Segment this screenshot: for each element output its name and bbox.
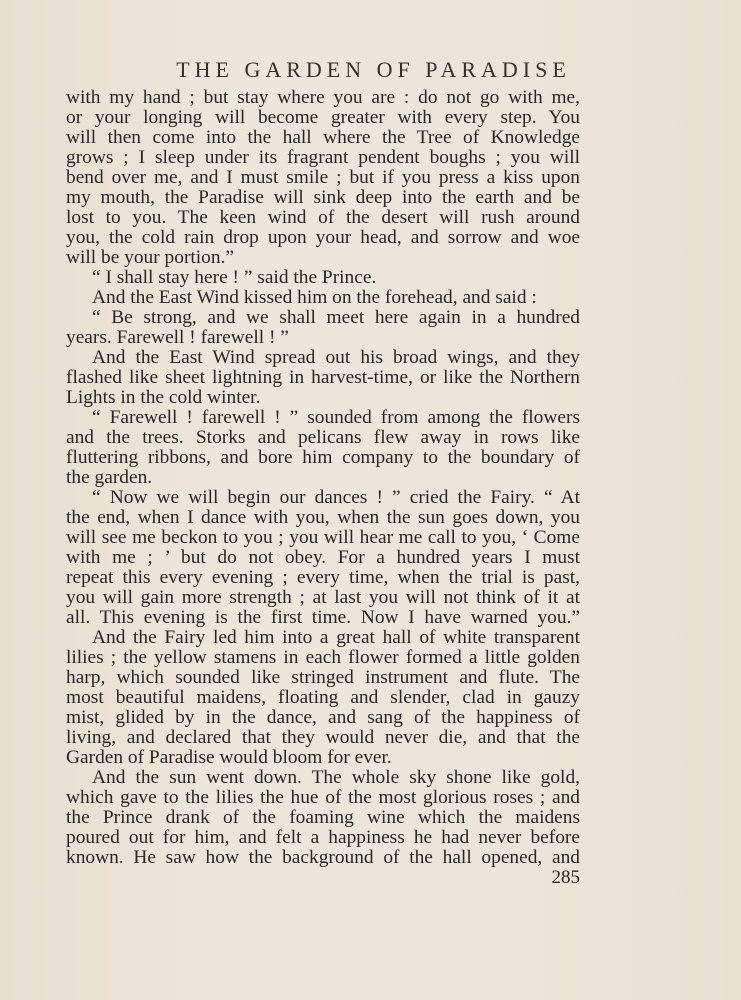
text-line: you will gain more strength ; at last you will not think of it at (66, 587, 580, 608)
text-line: and the trees. Storks and pelicans flew away in rows like (66, 427, 580, 448)
text-line: mist, glided by in the dance, and sang of the happiness of (66, 707, 580, 728)
text-line: living, and declared that they would never die, and that the (66, 727, 580, 748)
body-text (66, 88, 580, 868)
running-head: THE GARDEN OF PARADISE (176, 57, 571, 82)
text-line: “ I shall stay here ! ” said the Prince. (92, 267, 377, 288)
text-line: Lights in the cold winter. (66, 387, 261, 408)
text-line: “ Farewell ! farewell ! ” sounded from among the flowers (92, 407, 580, 428)
text-line: “ Be strong, and we shall meet here again in a hundred (92, 307, 580, 328)
text-line: lost to you. The keen wind of the desert will rush around (66, 207, 580, 228)
text-line: the end, when I dance with you, when the sun goes down, you (66, 507, 580, 528)
text-line: Garden of Paradise would bloom for ever. (66, 747, 392, 768)
text-line: grows ; I sleep under its fragrant pendent boughs ; you will (66, 147, 580, 168)
text-line: all. This evening is the first time. Now I have warned you.” (66, 607, 580, 628)
text-line: my mouth, the Paradise will sink deep into the earth and be (66, 187, 580, 208)
text-line: known. He saw how the background of the hall opened, and (66, 847, 580, 868)
text-line: lilies ; the yellow stamens in each flower formed a little golden (66, 647, 580, 668)
text-line: with my hand ; but stay where you are : do not go with me, (66, 87, 580, 108)
text-line: “ Now we will begin our dances ! ” cried the Fairy. “ At (92, 487, 580, 508)
text-line: or your longing will become greater with every step. You (66, 107, 580, 128)
text-line: And the sun went down. The whole sky shone like gold, (92, 767, 580, 788)
text-line: repeat this every evening ; every time, when the trial is past, (66, 567, 580, 588)
text-line: which gave to the lilies the hue of the most glorious roses ; and (66, 787, 580, 808)
text-line: will then come into the hall where the Tree of Knowledge (66, 127, 580, 148)
text-line: years. Farewell ! farewell ! ” (66, 327, 289, 348)
text-line: will see me beckon to you ; you will hear me call to you, ‘ Come (66, 527, 580, 548)
text-line: the garden. (66, 467, 153, 488)
text-line: flashed like sheet lightning in harvest-time, or like the Northern (66, 367, 580, 388)
text-line: most beautiful maidens, floating and slender, clad in gauzy (66, 687, 580, 708)
page-number: 285 (551, 867, 580, 888)
text-line: And the East Wind kissed him on the forehead, and said : (92, 287, 537, 308)
text-line: And the Fairy led him into a great hall of white transparent (92, 627, 580, 648)
text-line: you, the cold rain drop upon your head, and sorrow and woe (66, 227, 580, 248)
text-line: bend over me, and I must smile ; but if you press a kiss upon (66, 167, 580, 188)
text-line: fluttering ribbons, and bore him company to the boundary of (66, 447, 580, 468)
text-line: And the East Wind spread out his broad wings, and they (92, 347, 580, 368)
text-line: will be your portion.” (66, 247, 235, 268)
text-line: with me ; ’ but do not obey. For a hundred years I must (66, 547, 580, 568)
text-line: harp, which sounded like stringed instrument and flute. The (66, 667, 580, 688)
text-line: the Prince drank of the foaming wine which the maidens (66, 807, 580, 828)
text-line: poured out for him, and felt a happiness he had never before (66, 827, 580, 848)
